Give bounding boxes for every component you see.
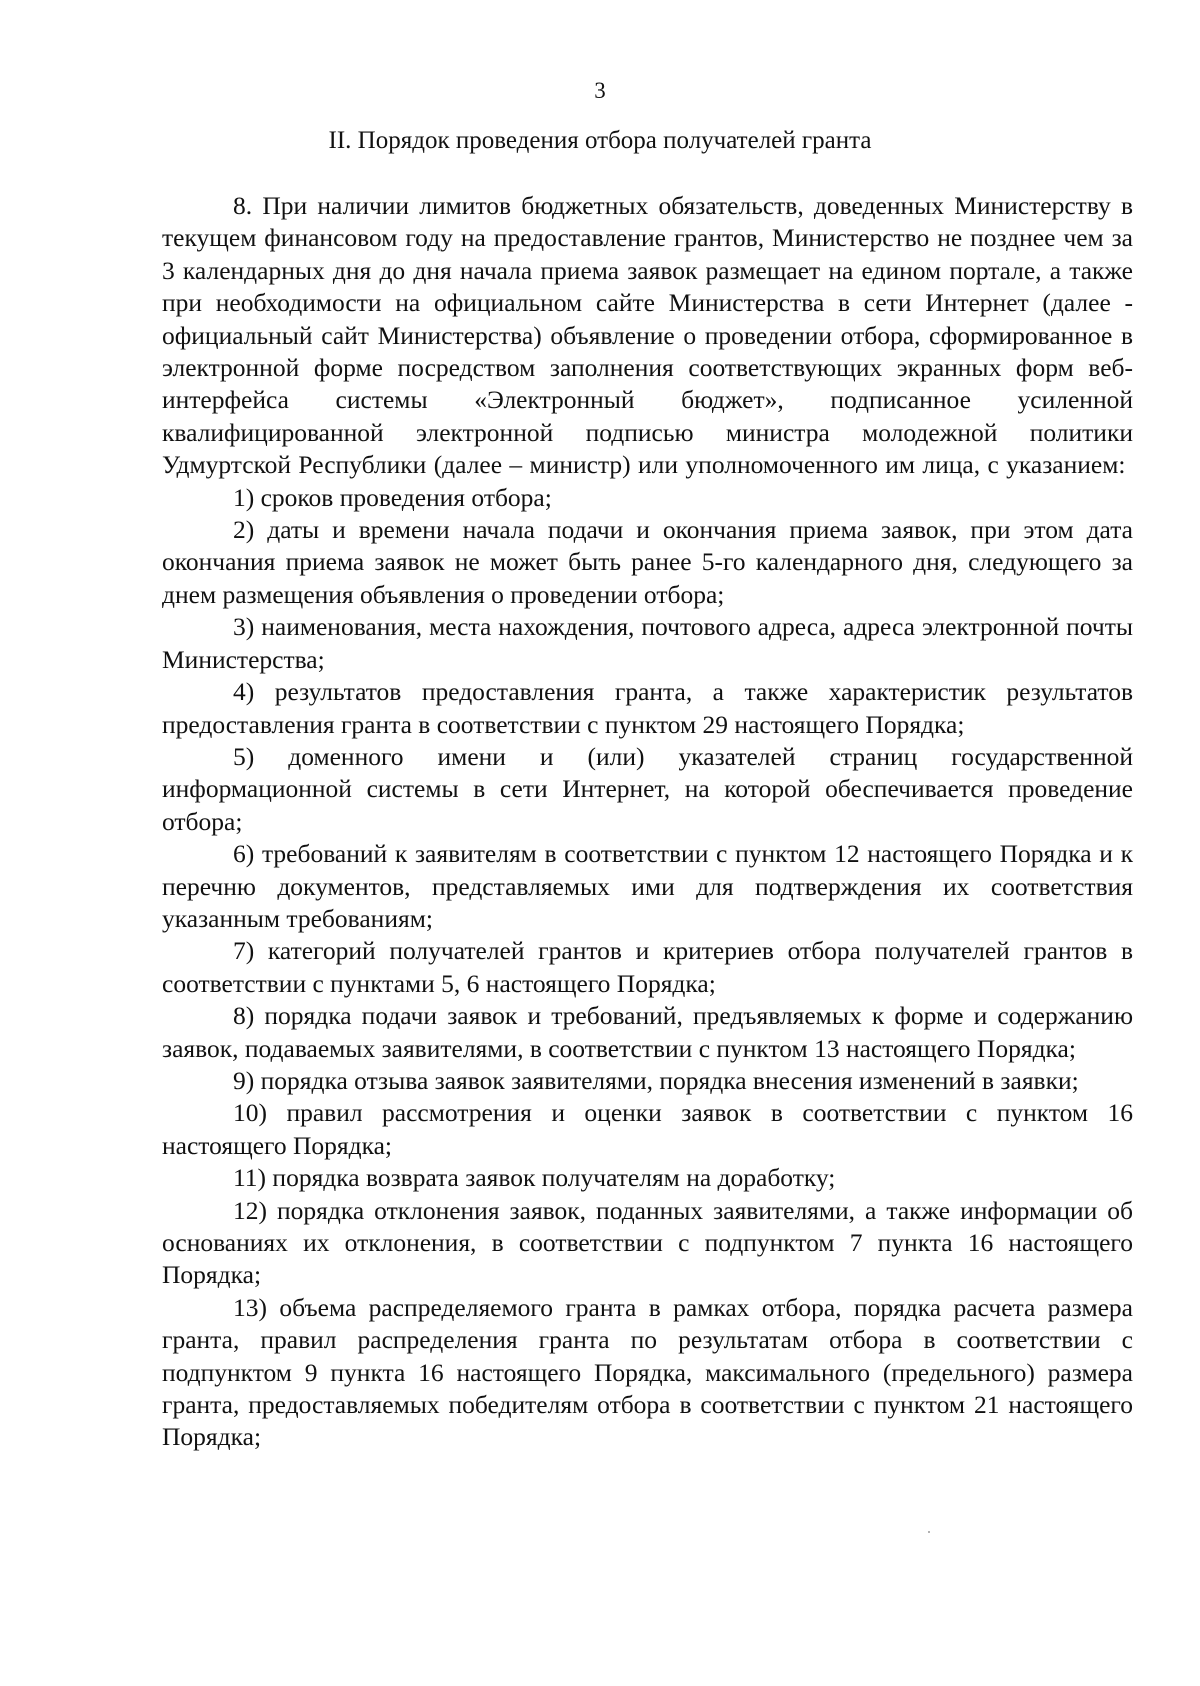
list-item-6: 6) требований к заявителям в соответствии с пунктом 12 настоящего Порядка и к перечню документов, представляемых ими для подтверждения их соответствия указанным требованиям; [162, 839, 1133, 933]
document-body [162, 190, 1133, 1454]
list-item-4: 4) результатов предоставления гранта, а также характеристик результатов предоставления гранта в соответствии с пунктом 29 настоящего Порядка; [162, 677, 1133, 739]
paragraph-8: 8. При наличии лимитов бюджетных обязательств, доведенных Министерству в текущем финансовом году на предоставление грантов, Министерство не позднее чем за 3 календарных дня до дня начала приема заявок размещает на едином портале, а также при необходимости на официальном сайте Министерства в сети Интернет (далее - официальный сайт Министерства) объявление о проведении отбора, сформированное в электронной форме посредством заполнения соответствующих экранных форм веб-интерфейса системы «Электронный бюджет», подписанное усиленной квалифицированной электронной подписью министра молодежной политики Удмуртской Республики (далее – министр) или уполномоченного им лица, с указанием: [162, 191, 1133, 480]
list-item-9: 9) порядка отзыва заявок заявителями, порядка внесения изменений в заявки; [233, 1065, 1079, 1095]
page-number: 3 [594, 78, 606, 103]
list-item-13: 13) объема распределяемого гранта в рамках отбора, порядка расчета размера гранта, правил распределения гранта по результатам отбора в соответствии с подпунктом 9 пункта 16 настоящего Порядка, максимального (предельного) размера гранта, предоставляемых победителям отбора в соответствии с пунктом 21 настоящего Порядка; [162, 1292, 1133, 1452]
list-item-10: 10) правил рассмотрения и оценки заявок в соответствии с пунктом 16 настоящего Порядка; [162, 1098, 1133, 1160]
list-item-3: 3) наименования, места нахождения, почтового адреса, адреса электронной почты Министерства; [162, 612, 1133, 674]
scan-speck [928, 1531, 930, 1533]
list-item-7: 7) категорий получателей грантов и критериев отбора получателей грантов в соответствии с пунктами 5, 6 настоящего Порядка; [162, 936, 1133, 998]
list-item-8: 8) порядка подачи заявок и требований, предъявляемых к форме и содержанию заявок, подаваемых заявителями, в соответствии с пунктом 13 настоящего Порядка; [162, 1001, 1133, 1063]
list-item-11: 11) порядка возврата заявок получателям на доработку; [233, 1163, 836, 1193]
list-item-2: 2) даты и времени начала подачи и окончания приема заявок, при этом дата окончания приема заявок не может быть ранее 5-го календарного дня, следующего за днем размещения объявления о проведении отбора; [162, 515, 1133, 609]
section-title: II. Порядок проведения отбора получателей гранта [328, 127, 872, 154]
list-item-5: 5) доменного имени и (или) указателей страниц государственной информационной системы в сети Интернет, на которой обеспечивается проведение отбора; [162, 741, 1133, 836]
list-item-12: 12) порядка отклонения заявок, поданных заявителями, а также информации об основаниях их отклонения, в соответствии с подпунктом 7 пункта 16 настоящего Порядка; [162, 1195, 1133, 1290]
list-item-1: 1) сроков проведения отбора; [233, 482, 552, 512]
